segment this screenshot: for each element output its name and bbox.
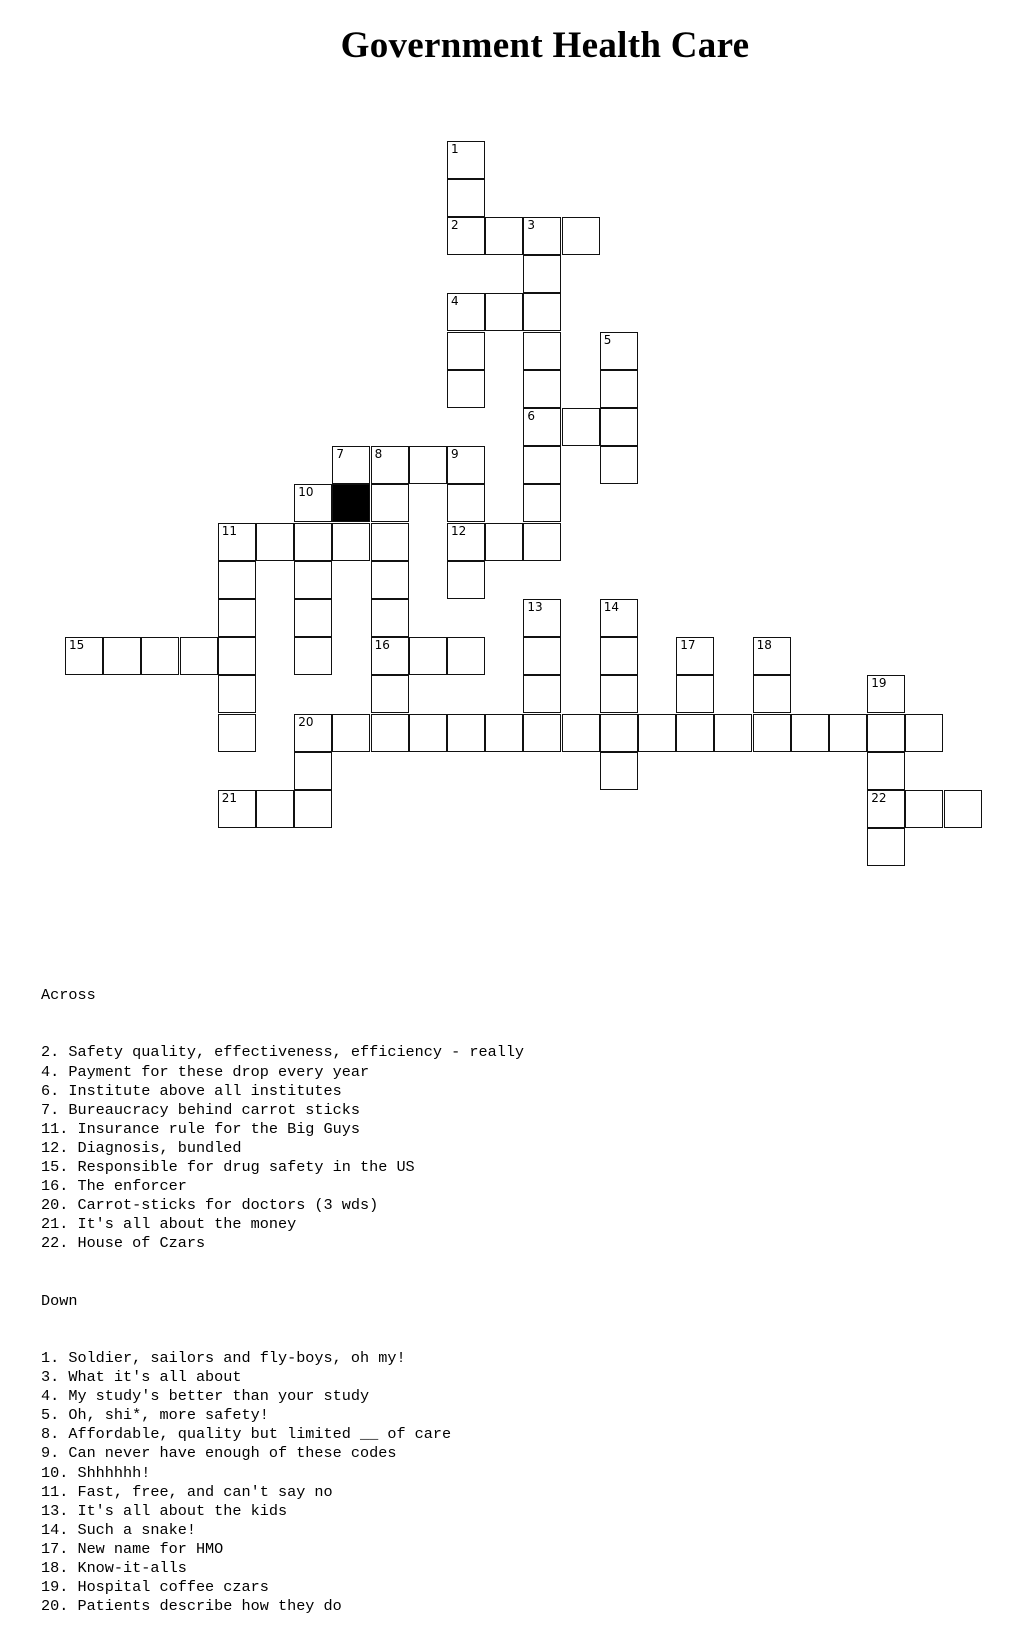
crossword-cell[interactable]: [447, 523, 485, 561]
crossword-cell[interactable]: [600, 370, 638, 408]
across-clue-list: [41, 1043, 524, 1253]
crossword-cell[interactable]: [562, 217, 600, 255]
crossword-cell[interactable]: [523, 637, 561, 675]
crossword-cell[interactable]: [371, 561, 409, 599]
cell-number: 20: [298, 714, 314, 729]
down-clue: 17. New name for HMO: [41, 1539, 224, 1558]
crossword-cell[interactable]: [562, 714, 600, 752]
crossword-cell[interactable]: [447, 637, 485, 675]
crossword-cell[interactable]: [829, 714, 867, 752]
crossword-cell[interactable]: [523, 332, 561, 370]
crossword-cell[interactable]: [371, 599, 409, 637]
cell-number: 22: [871, 791, 887, 805]
down-heading: Down: [41, 1291, 78, 1310]
crossword-cell[interactable]: [256, 790, 294, 828]
down-clue: 20. Patients describe how they do: [41, 1597, 342, 1616]
across-clue: 6. Institute above all institutes: [41, 1081, 342, 1100]
crossword-cell[interactable]: [600, 408, 638, 446]
cell-number: 19: [871, 676, 887, 691]
cell-number: 5: [603, 332, 612, 347]
crossword-cell[interactable]: [409, 446, 447, 484]
page-title: Government Health Care: [340, 25, 750, 66]
down-clue: 10. Shhhhhh!: [41, 1463, 151, 1482]
crossword-cell[interactable]: [791, 714, 829, 752]
crossword-cell[interactable]: [447, 141, 485, 179]
crossword-cell[interactable]: [294, 484, 332, 522]
crossword-cell[interactable]: [332, 523, 370, 561]
cell-number: 7: [336, 447, 345, 462]
crossword-cell[interactable]: [447, 561, 485, 599]
cell-number: 2: [451, 218, 459, 232]
crossword-cell[interactable]: [523, 675, 561, 713]
crossword-cell[interactable]: [523, 484, 561, 522]
crossword-cell[interactable]: [600, 752, 638, 790]
across-clue: 16. The enforcer: [41, 1177, 187, 1196]
crossword-cell[interactable]: [218, 523, 256, 561]
crossword-cell[interactable]: [600, 675, 638, 713]
down-clue: 11. Fast, free, and can't say no: [41, 1482, 333, 1501]
crossword-cell[interactable]: [867, 714, 905, 752]
crossword-cell[interactable]: [867, 752, 905, 790]
cell-number: 17: [680, 638, 696, 653]
crossword-cell[interactable]: [294, 561, 332, 599]
crossword-cell[interactable]: [332, 446, 370, 484]
crossword-cell[interactable]: [447, 179, 485, 217]
across-clue: 2. Safety quality, effectiveness, efficiency - really: [41, 1043, 525, 1062]
crossword-cell[interactable]: [294, 599, 332, 637]
crossword-cell[interactable]: [485, 293, 523, 331]
crossword-cell[interactable]: [447, 484, 485, 522]
crossword-cell[interactable]: [676, 714, 714, 752]
crossword-cell[interactable]: [294, 637, 332, 675]
crossword-cell[interactable]: [256, 523, 294, 561]
across-clue: 15. Responsible for drug safety in the US: [41, 1158, 415, 1177]
across-clue: 4. Payment for these drop every year: [41, 1062, 370, 1081]
down-clue: 9. Can never have enough of these codes: [41, 1444, 397, 1463]
crossword-cell[interactable]: [676, 675, 714, 713]
crossword-cell[interactable]: [523, 523, 561, 561]
cell-number: 13: [527, 600, 543, 614]
cell-number: 9: [451, 447, 459, 462]
crossword-cell[interactable]: [294, 523, 332, 561]
down-clue: 3. What it's all about: [41, 1368, 242, 1387]
across-clue: 20. Carrot-sticks for doctors (3 wds): [41, 1196, 379, 1215]
crossword-cell[interactable]: [371, 675, 409, 713]
crossword-cell[interactable]: [371, 446, 409, 484]
down-clue: 5. Oh, shi*, more safety!: [41, 1406, 269, 1425]
cell-number: 16: [374, 638, 390, 653]
crossword-cell[interactable]: [600, 332, 638, 370]
across-clue: 22. House of Czars: [41, 1234, 206, 1253]
crossword-cell[interactable]: [600, 446, 638, 484]
cell-number: 6: [527, 409, 536, 423]
crossword-cell[interactable]: [562, 408, 600, 446]
black-cell: [332, 484, 370, 522]
crossword-cell[interactable]: [447, 714, 485, 752]
across-clue: 7. Bureaucracy behind carrot sticks: [41, 1100, 360, 1119]
crossword-cell[interactable]: [294, 714, 332, 752]
crossword-cell[interactable]: [523, 714, 561, 752]
crossword-cell[interactable]: [905, 714, 943, 752]
crossword-cell[interactable]: [523, 599, 561, 637]
across-heading: Across: [41, 986, 96, 1005]
cell-number: 3: [527, 218, 536, 232]
crossword-cell[interactable]: [753, 714, 791, 752]
crossword-cell[interactable]: [218, 675, 256, 713]
cell-number: 11: [221, 523, 238, 538]
crossword-cell[interactable]: [905, 790, 943, 828]
down-clue: 14. Such a snake!: [41, 1520, 196, 1539]
cell-number: 15: [69, 638, 85, 653]
crossword-cell[interactable]: [867, 828, 905, 866]
crossword-cell[interactable]: [409, 714, 447, 752]
crossword-cell[interactable]: [600, 714, 638, 752]
cell-number: 12: [451, 523, 467, 538]
cell-number: 14: [603, 600, 620, 614]
crossword-cell[interactable]: [294, 790, 332, 828]
crossword-cell[interactable]: [447, 332, 485, 370]
crossword-cell[interactable]: [714, 714, 752, 752]
crossword-cell[interactable]: [753, 637, 791, 675]
clues-section: [41, 948, 524, 1635]
crossword-cell[interactable]: [523, 293, 561, 331]
crossword-cell[interactable]: [523, 446, 561, 484]
across-clue: 21. It's all about the money: [41, 1215, 297, 1234]
crossword-cell[interactable]: [218, 790, 256, 828]
crossword-cell[interactable]: [523, 217, 561, 255]
crossword-cell[interactable]: [218, 637, 256, 675]
cell-number: 4: [451, 294, 459, 309]
crossword-cell[interactable]: [371, 484, 409, 522]
cell-number: 21: [221, 791, 238, 805]
cell-number: 1: [451, 141, 459, 156]
down-clue: 4. My study's better than your study: [41, 1387, 370, 1406]
crossword-cell[interactable]: [371, 714, 409, 752]
crossword-cell[interactable]: [65, 637, 103, 675]
across-clue: 12. Diagnosis, bundled: [41, 1138, 242, 1157]
crossword-cell[interactable]: [867, 675, 905, 713]
crossword-cell[interactable]: [409, 637, 447, 675]
down-clue: 18. Know-it-alls: [41, 1559, 187, 1577]
crossword-cell[interactable]: [638, 714, 676, 752]
crossword-cell[interactable]: [523, 255, 561, 293]
crossword-cell[interactable]: [180, 637, 218, 675]
crossword-cell[interactable]: [600, 599, 638, 637]
crossword-cell[interactable]: [447, 370, 485, 408]
crossword-cell[interactable]: [753, 675, 791, 713]
crossword-cell[interactable]: [485, 714, 523, 752]
crossword-cell[interactable]: [523, 370, 561, 408]
crossword-cell[interactable]: [944, 790, 982, 828]
cell-number: 8: [374, 447, 383, 462]
down-clue: 13. It's all about the kids: [41, 1501, 288, 1520]
across-clue: 11. Insurance rule for the Big Guys: [41, 1119, 360, 1138]
crossword-cell[interactable]: [447, 446, 485, 484]
down-clue-list: [41, 1349, 524, 1616]
down-clue: 8. Affordable, quality but limited __ of care: [41, 1425, 452, 1444]
crossword-cell[interactable]: [676, 637, 714, 675]
down-clue: 19. Hospital coffee czars: [41, 1578, 269, 1597]
crossword-cell[interactable]: [103, 637, 141, 675]
crossword-cell[interactable]: [600, 637, 638, 675]
crossword-cell[interactable]: [485, 217, 523, 255]
crossword-cell[interactable]: [447, 217, 485, 255]
crossword-cell[interactable]: [141, 637, 179, 675]
crossword-cell[interactable]: [371, 523, 409, 561]
crossword-cell[interactable]: [332, 714, 370, 752]
crossword-cell[interactable]: [218, 561, 256, 599]
crossword-cell[interactable]: [447, 293, 485, 331]
cell-number: 18: [756, 638, 772, 653]
cell-number: 10: [298, 485, 314, 500]
crossword-cell[interactable]: [294, 752, 332, 790]
crossword-cell[interactable]: [867, 790, 905, 828]
crossword-cell[interactable]: [218, 599, 256, 637]
crossword-cell[interactable]: [371, 637, 409, 675]
crossword-cell[interactable]: [218, 714, 256, 752]
crossword-cell[interactable]: [523, 408, 561, 446]
crossword-cell[interactable]: [485, 523, 523, 561]
down-clue: 1. Soldier, sailors and fly-boys, oh my!: [41, 1348, 406, 1367]
